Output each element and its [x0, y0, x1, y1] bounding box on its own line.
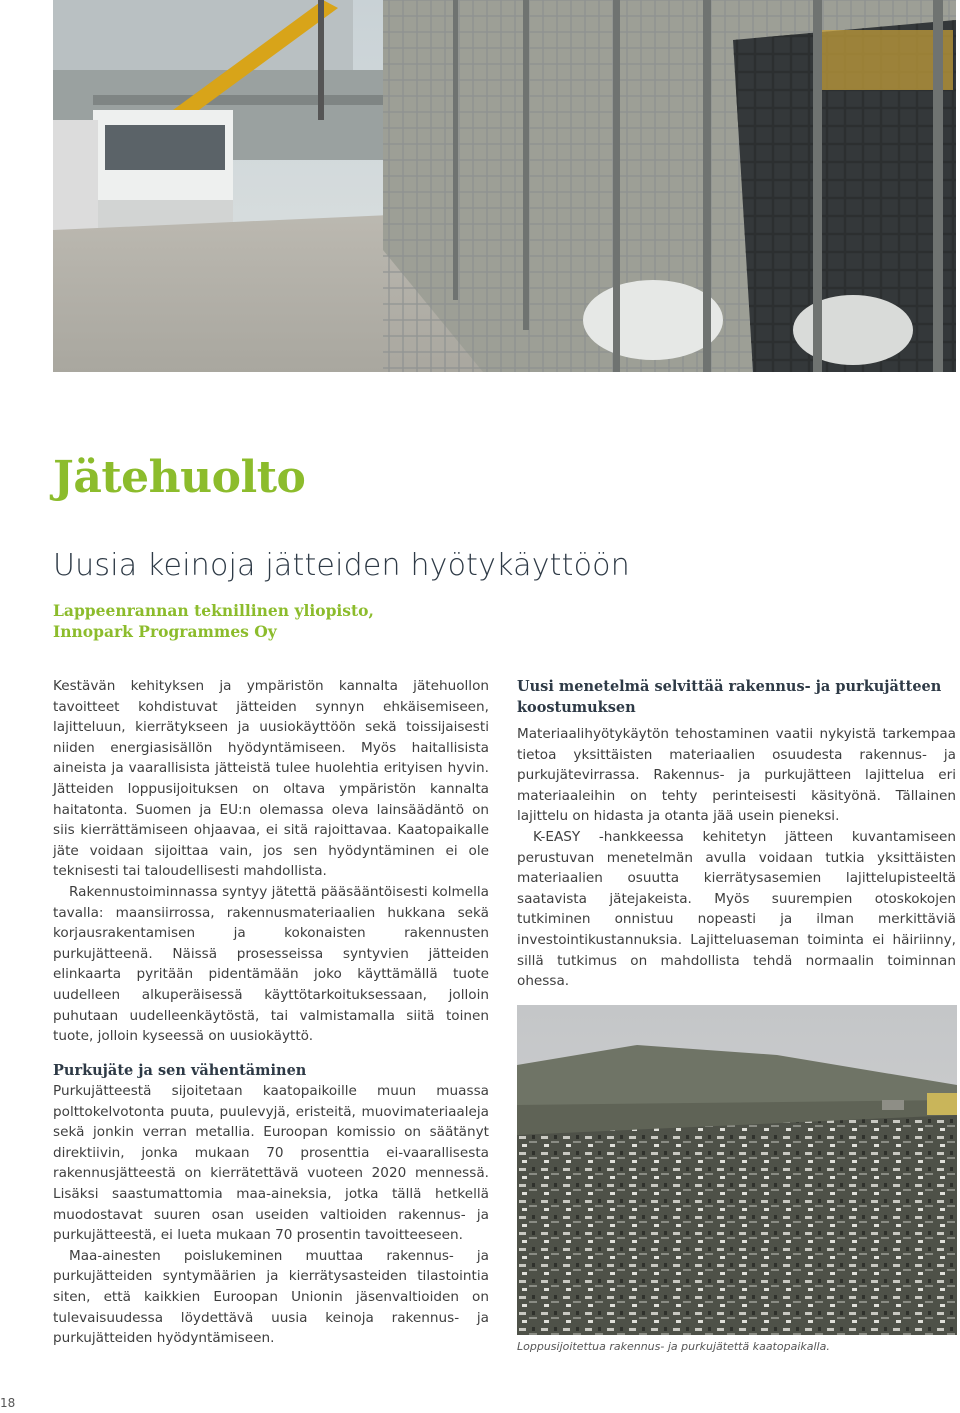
article-subtitle: Uusia keinoja jätteiden hyötykäyttöön: [53, 548, 630, 583]
author-organization: [53, 600, 513, 642]
landfill-photo: [517, 1005, 957, 1335]
purkujate-section: [53, 1060, 489, 1349]
organization-line-1: Lappeenrannan teknillinen yliopisto,: [53, 601, 374, 620]
body-paragraph: Materiaalihyötykäytön tehostaminen vaatii nykyistä tarkempaa tietoa yksittäisten materiaalien osuudesta rakennus- ja purkujätevirrassa. Rakennus- ja purkujätteen lajittelua eri materiaaleihin on tehty perinteisesti käsityönä. Tällainen lajittelu on hidasta ja otanta jää usein pieneksi.: [517, 726, 956, 825]
body-paragraph: Rakennustoiminnassa syntyy jätettä pääsääntöisesti kolmella tavalla: maansiirrossa, rakennusmateriaalien hukkana sekä korjausrakentamisen ja kokonaisten rakennusten purkujätteenä. Näissä prosesseissa syntyvien jätteiden elinkaarta pyritään pidentämään joko käyttämällä tuote uudelleen alkuperäisessä käyttötarkoituksessaan, jolloin puhutaan uudelleenkäytöstä, tai valmistamalla siitä toinen tuote, jolloin kyseessä on uusiokäyttö.: [53, 883, 489, 1045]
construction-site-photo: [53, 0, 956, 372]
body-paragraph: Purkujätteestä sijoitetaan kaatopaikoille muun muassa polttokelvotonta puuta, puulevyjä, eristeitä, muovimateriaaleja sekä jonkin verran metallia. Euroopan komissio on säätänyt direktiivin, jonka mukaan 70 prosenttia ei-vaarallisesta rakennusjätteestä on kierrätettävä vuoteen 2020 mennessä. Lisäksi saastumattomia maa-aineksia, jotka tällä hetkellä muodostavat suuren osan useiden valtioiden rakennus- ja purkujätteestä, ei lueta mukaan 70 prosentin tavoitteeseen.: [53, 1083, 489, 1244]
organization-line-2: Innopark Programmes Oy: [53, 622, 277, 641]
section-heading: Purkujäte ja sen vähentäminen: [53, 1062, 307, 1079]
body-paragraph: Kestävän kehityksen ja ympäristön kannalta jätehuollon tavoitteet kohdistuvat jätteiden synnyn ehkäisemiseen, lajitteluun, kierrätykseen ja uusiokäyttöön sekä toissijaisesti niiden energiasisällön hyödyntämiseen. Myös haitallisista aineista ja vaarallisista jätteistä tulee huolehtia erityisen hyvin. Jätteiden loppusijoituksen on oltava ympäristön kannalta haitatonta. Suomen ja EU:n olemassa oleva lainsäädäntö on siis kierrättämiseen ohjaavaa, ei sitä rajoittavaa. Kaatopaikalle jäte voidaan sijoittaa vain, jos sen hyödyntäminen ei ole teknisesti tai taloudellisesti mahdollista.: [53, 678, 489, 880]
page-title: Jätehuolto: [53, 452, 306, 503]
intro-text-block: [53, 676, 489, 1047]
page-number: 18: [0, 1396, 16, 1410]
menetelma-section: [517, 676, 956, 992]
body-paragraph: K-EASY -hankkeessa kehitetyn jätteen kuvantamiseen perustuvan menetelmän avulla voidaan tutkia yksittäisten materiaalien osuutta kierrätysasemien lajittelupisteeltä saatavista jätejakeista. Myös suurempien otoskokojen tutkiminen onnistuu nopeasti ja ilman merkittäviä investointikustannuksia. Lajitteluaseman toiminta ei häiriinny, sillä tutkimus on mahdollista tehdä normaalin toiminnan ohessa.: [517, 828, 956, 990]
section-heading: Uusi menetelmä selvittää rakennus- ja purkujätteen koostumuksen: [517, 678, 942, 716]
body-paragraph: Maa-ainesten poislukeminen muuttaa rakennus- ja purkujätteiden syntymäärien ja kierrätysasteiden tilastointia siten, että kaikkien Euroopan Unionin jäsenvaltioiden on tulevaisuudessa löydettävä uusia keinoja rakennus- ja purkujätteiden hyödyntämiseen.: [53, 1247, 489, 1347]
photo-caption: Loppusijoitettua rakennus- ja purkujätettä kaatopaikalla.: [517, 1340, 830, 1353]
